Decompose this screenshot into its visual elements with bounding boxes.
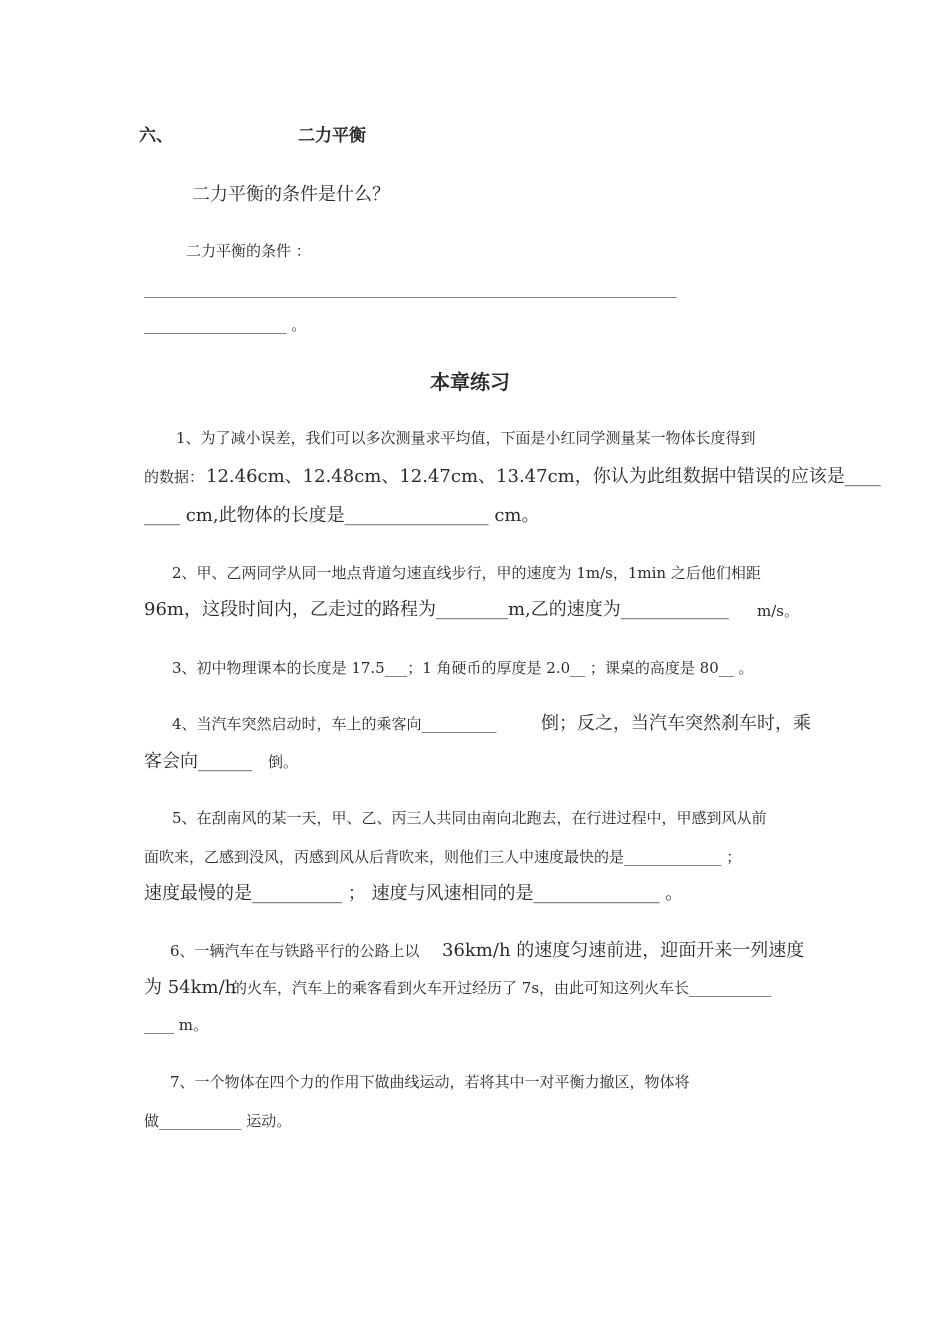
q2-line-2a: 96m，这段时间内，乙走过的路程为________m,乙的速度为____________ [144, 599, 729, 620]
section-question: 二力平衡的条件是什么？ [192, 184, 390, 205]
q4-line-2b: 倒。 [268, 753, 299, 771]
q1-line-2b: 12.46cm、12.48cm、12.47cm、13.47cm，你认为此组数据中错误的应该是____ [206, 466, 881, 487]
q5-line-1: 5、在刮南风的某一天，甲、乙、丙三人共同由南向北跑去，在行进过程中，甲感到风从前 [172, 809, 767, 827]
q1-line-2a: 的数据： [144, 468, 205, 486]
q6-line-3: ____ m。 [144, 1016, 208, 1034]
q2-line-2b: m/s。 [757, 602, 799, 620]
q6-line-2b: 的火车，汽车上的乘客看到火车开过经历了 7s，由此可知这列火车长___________ [232, 979, 772, 997]
practice-title: 本章练习 [430, 370, 510, 394]
q3-line-1: 3、初中物理课本的长度是 17.5___；1 角硬币的厚度是 2.0__ ；课桌的高度是 80__ 。 [172, 659, 754, 677]
q1-line-3: ____ cm,此物体的长度是________________ cm。 [144, 505, 540, 526]
section-title: 二力平衡 [298, 126, 366, 146]
q7-line-1: 7、一个物体在四个力的作用下做曲线运动，若将其中一对平衡力撤区，物体将 [170, 1073, 690, 1091]
condition-label: 二力平衡的条件 ： [186, 242, 311, 260]
q4-line-1b: 倒；反之，当汽车突然刹车时，乘 [541, 713, 811, 734]
q5-line-3: 速度最慢的是__________ ； 速度与风速相同的是______________ 。 [144, 883, 684, 904]
q7-line-2: 做___________ 运动。 [144, 1112, 292, 1130]
q5-line-2: 面吹来，乙感到没风，丙感到风从后背吹来，则他们三人中速度最快的是_____________ ； [144, 848, 742, 866]
q1-line-1: 1、为了减小误差，我们可以多次测量求平均值，下面是小红同学测量某一物体长度得到 [176, 429, 756, 447]
q4-line-2a: 客会向______ [144, 751, 252, 772]
answer-blank-line-1: _______________________________________________________________________ [144, 280, 677, 298]
q2-line-1: 2、甲、乙两同学从同一地点背道匀速直线步行，甲的速度为 1m/s，1min 之后他们相距 [172, 564, 761, 582]
answer-blank-line-2: ___________________ 。 [144, 316, 307, 334]
q6-line-1a: 6、一辆汽车在与铁路平行的公路上以 [170, 942, 420, 960]
section-number: 六、 [139, 126, 173, 146]
q4-line-1a: 4、当汽车突然启动时，车上的乘客向__________ [172, 715, 497, 733]
q6-line-2a: 为 54km/h [144, 977, 237, 998]
q6-line-1b: 36km/h 的速度匀速前进，迎面开来一列速度 [442, 940, 805, 961]
